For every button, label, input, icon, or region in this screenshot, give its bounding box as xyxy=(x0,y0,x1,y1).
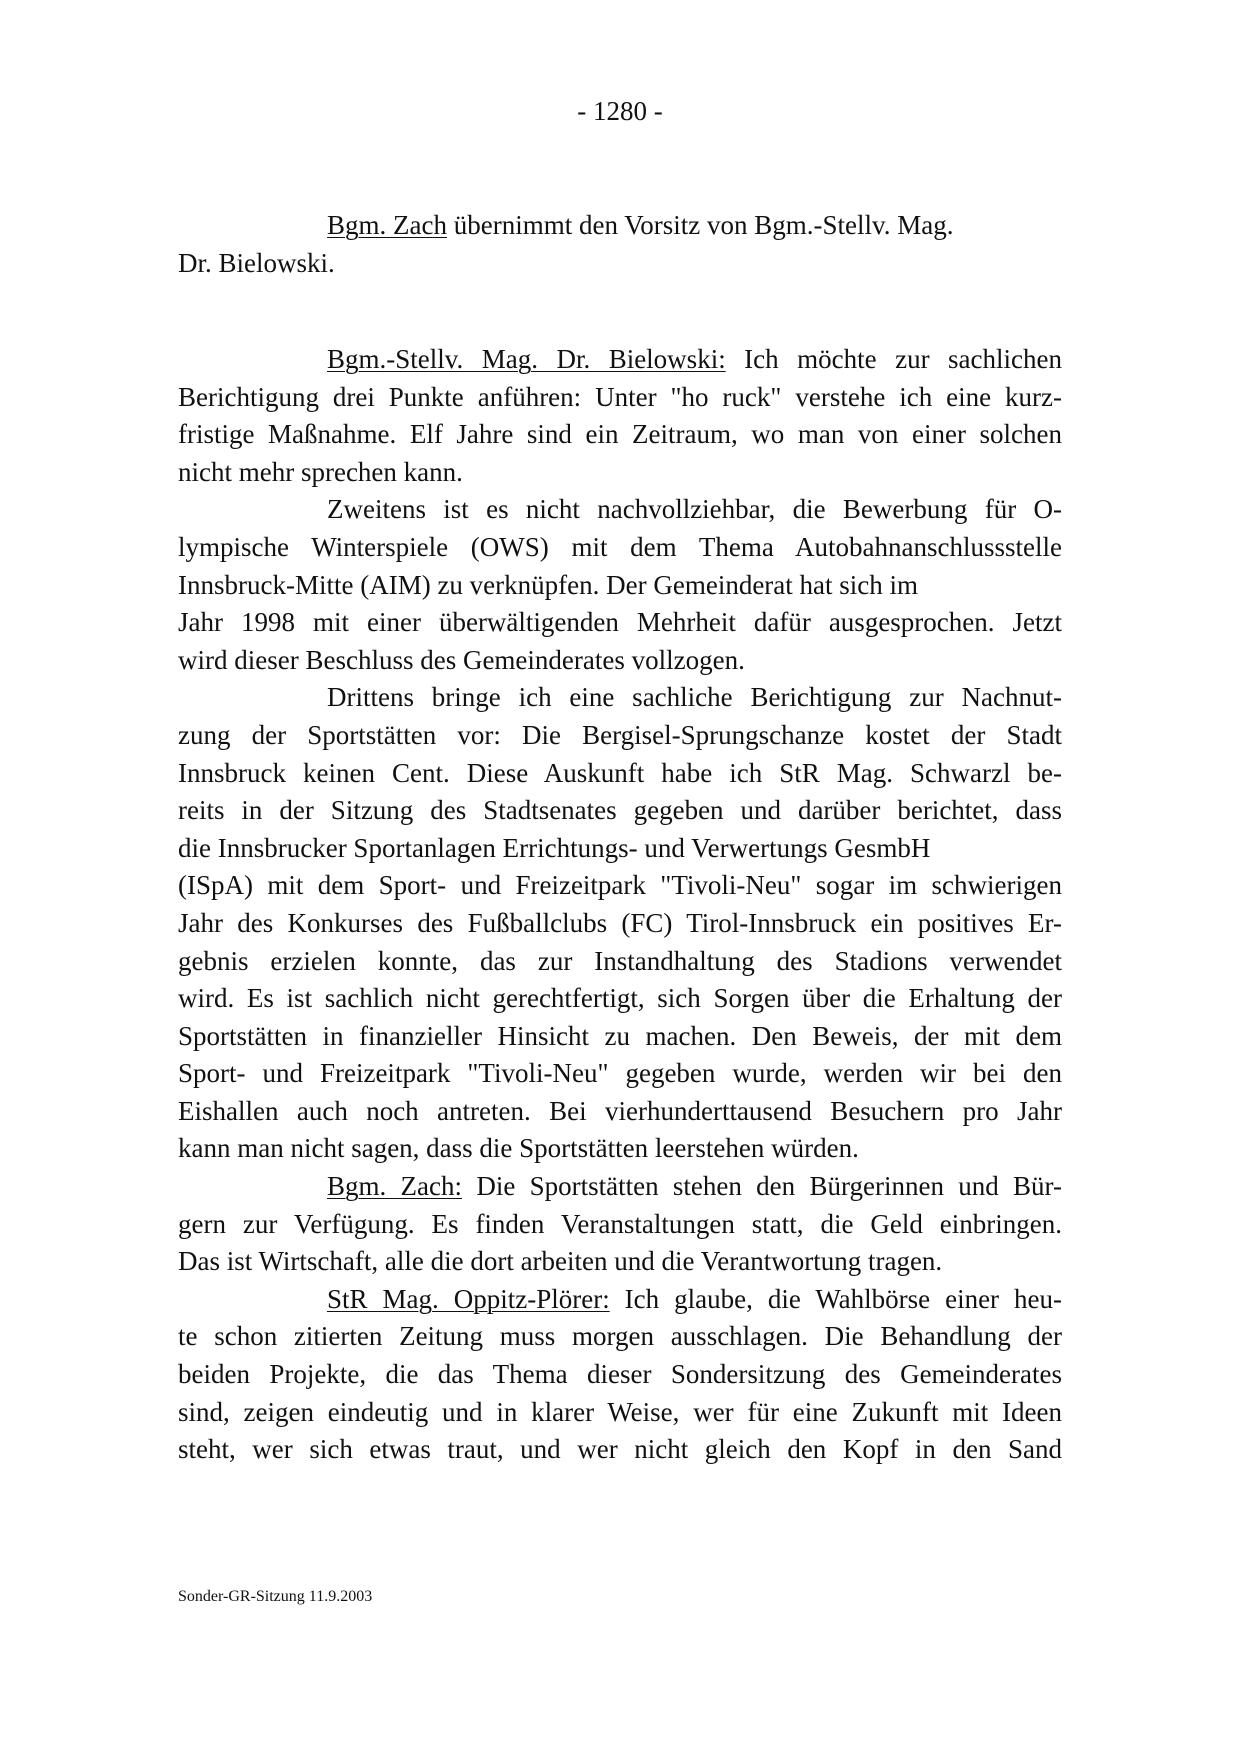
text-line: Innsbruck keinen Cent. Diese Auskunft habe ich StR Mag. Schwarzl be- xyxy=(178,757,1062,788)
speaker-name: Bgm.-Stellv. Mag. Dr. Bielowski: xyxy=(327,344,726,374)
text-line: beiden Projekte, die das Thema dieser Sondersitzung des Gemeinderates xyxy=(178,1359,1062,1390)
speech-block xyxy=(178,341,1062,1469)
text-line: Drittens bringe ich eine sachliche Berichtigung zur Nachnut- xyxy=(327,682,1062,713)
text-line: Jahr des Konkurses des Fußballclubs (FC) Tirol-Innsbruck ein positives Er- xyxy=(178,907,1062,938)
text-line: Sport- und Freizeitpark "Tivoli-Neu" gegeben wurde, werden wir bei den xyxy=(178,1058,1062,1089)
text-line: nicht mehr sprechen kann. xyxy=(178,456,463,487)
text-line xyxy=(178,1168,1062,1206)
text-line: Sportstätten in finanzieller Hinsicht zu machen. Den Beweis, der mit dem xyxy=(178,1020,1062,1051)
text-line: Eishallen auch noch antreten. Bei vierhunderttausend Besuchern pro Jahr xyxy=(178,1095,1062,1126)
text-line: Innsbruck-Mitte (AIM) zu verknüpfen. Der Gemeinderat hat sich im xyxy=(178,569,919,600)
text-run: übernimmt den Vorsitz von Bgm.-Stellv. Mag. xyxy=(446,210,954,240)
text-line: kann man nicht sagen, dass die Sportstätten leerstehen würden. xyxy=(178,1133,859,1164)
speaker-name: Bgm. Zach: xyxy=(327,1171,463,1202)
text-run: Die Sportstätten stehen den Bürgerinnen und Bür- xyxy=(462,1171,1062,1202)
text-line: wird. Es ist sachlich nicht gerechtfertigt, sich Sorgen über die Erhaltung der xyxy=(178,983,1062,1014)
text-line: Berichtigung drei Punkte anführen: Unter "ho ruck" verstehe ich eine kurz- xyxy=(178,381,1062,412)
text-line: reits in der Sitzung des Stadtsenates gegeben und darüber berichtet, dass xyxy=(178,795,1062,826)
text-line: te schon zitierten Zeitung muss morgen ausschlagen. Die Behandlung der xyxy=(178,1321,1062,1352)
text-line xyxy=(178,341,1062,379)
text-line: gern zur Verfügung. Es finden Veranstaltungen statt, die Geld einbringen. xyxy=(178,1208,1062,1239)
text-run: Ich möchte zur sachlichen xyxy=(725,344,1062,374)
text-line: gebnis erzielen konnte, das zur Instandhaltung des Stadions verwendet xyxy=(178,945,1062,976)
text-run: Ich glaube, die Wahlbörse einer heu- xyxy=(609,1283,1063,1314)
text-line xyxy=(178,207,1062,245)
chair-change-paragraph xyxy=(178,207,1062,282)
text-line: Zweitens ist es nicht nachvollziehbar, die Bewerbung für O- xyxy=(327,494,1062,525)
text-line: wird dieser Beschluss des Gemeinderates vollzogen. xyxy=(178,644,745,675)
speaker-name: StR Mag. Oppitz-Plörer: xyxy=(327,1283,610,1314)
text-line: Dr. Bielowski. xyxy=(178,247,335,278)
text-line: (ISpA) mit dem Sport- und Freizeitpark "Tivoli-Neu" sogar im schwierigen xyxy=(178,870,1062,901)
text-line: fristige Maßnahme. Elf Jahre sind ein Zeitraum, wo man von einer solchen xyxy=(178,419,1062,450)
text-line: zung der Sportstätten vor: Die Bergisel-Sprungschanze kostet der Stadt xyxy=(178,719,1062,750)
page-footer: Sonder-GR-Sitzung 11.9.2003 xyxy=(178,1588,373,1605)
text-line: steht, wer sich etwas traut, und wer nicht gleich den Kopf in den Sand xyxy=(178,1434,1062,1465)
text-line: lympische Winterspiele (OWS) mit dem Thema Autobahnanschlussstelle xyxy=(178,531,1062,562)
speaker-name: Bgm. Zach xyxy=(327,210,447,240)
page-number: - 1280 - xyxy=(577,96,663,126)
text-line: Jahr 1998 mit einer überwältigenden Mehrheit dafür ausgesprochen. Jetzt xyxy=(178,607,1062,638)
text-line: die Innsbrucker Sportanlagen Errichtungs- und Verwertungs GesmbH xyxy=(178,832,931,863)
text-line: sind, zeigen eindeutig und in klarer Weise, wer für eine Zukunft mit Ideen xyxy=(178,1396,1062,1427)
text-line: Das ist Wirtschaft, alle die dort arbeiten und die Verantwortung tragen. xyxy=(178,1246,943,1277)
text-line xyxy=(178,1281,1062,1319)
